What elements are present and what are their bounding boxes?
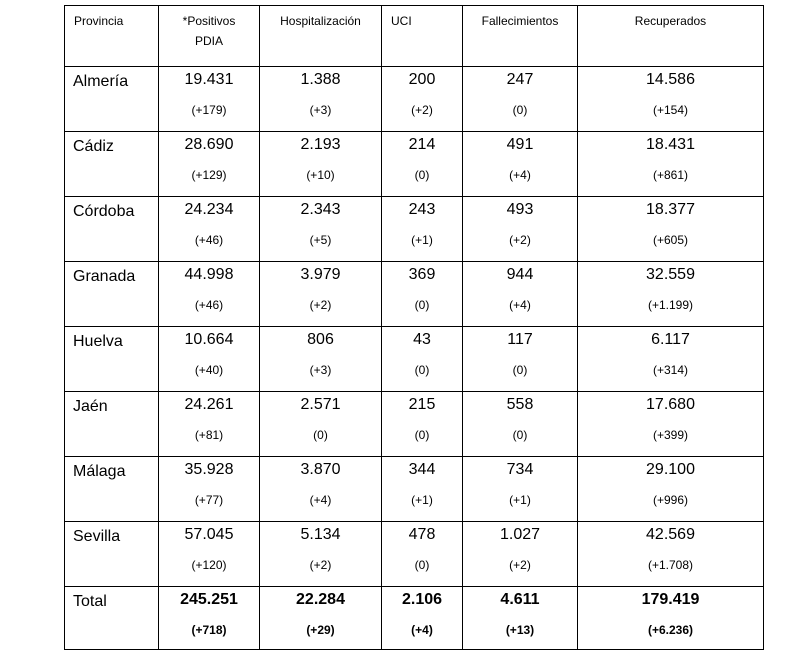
cell-hospitalizacion [260,132,382,197]
cell-recuperados [578,67,764,132]
cell-fallecimientos [463,587,578,650]
cell-uci [382,262,463,327]
recuperados-value: 29.100 [646,461,695,478]
uci-change: (0) [414,428,430,442]
cell-uci [382,197,463,262]
uci-change: (0) [414,298,430,312]
cell-fallecimientos [463,392,578,457]
cell-fallecimientos [463,262,578,327]
cell-hospitalizacion [260,262,382,327]
fallecimientos-value: 247 [506,71,534,88]
recuperados-value: 18.377 [646,201,695,218]
cell-recuperados [578,327,764,392]
cell-hospitalizacion [260,197,382,262]
positivos-value: 19.431 [184,71,234,88]
positivos-change: (+46) [194,233,224,247]
cell-uci [382,522,463,587]
uci-change: (+1) [411,493,433,507]
uci-change: (+1) [411,233,433,247]
hospitalizacion-value: 22.284 [296,591,345,608]
cell-hospitalizacion [260,522,382,587]
covid-province-table [64,5,764,650]
cell-fallecimientos [463,67,578,132]
cell-hospitalizacion [260,327,382,392]
positivos-change: (+120) [191,558,227,572]
cell-uci [382,587,463,650]
cell-fallecimientos [463,197,578,262]
uci-change: (0) [414,558,430,572]
fallecimientos-value: 558 [506,396,534,413]
cell-fallecimientos [463,522,578,587]
hospitalizacion-change: (+5) [309,233,332,247]
table-row [65,327,764,392]
header-provincia-label: Provincia [74,14,124,28]
uci-change: (0) [414,168,430,182]
recuperados-change: (+314) [652,363,689,377]
cell-provincia: Málaga [65,457,159,522]
fallecimientos-value: 944 [506,266,534,283]
recuperados-change: (+605) [652,233,689,247]
table-row [65,392,764,457]
table-row [65,457,764,522]
positivos-change: (+81) [194,428,224,442]
table-row [65,197,764,262]
cell-positivos [159,132,260,197]
cell-provincia: Huelva [65,327,159,392]
recuperados-change: (+154) [652,103,689,117]
hospitalizacion-value: 2.343 [300,201,341,218]
cell-uci [382,457,463,522]
cell-provincia: Cádiz [65,132,159,197]
uci-change: (+4) [411,623,433,637]
fallecimientos-change: (+2) [509,233,531,247]
recuperados-change: (+1.708) [647,558,694,572]
recuperados-change: (+996) [652,493,689,507]
cell-provincia: Córdoba [65,197,159,262]
fallecimientos-change: (+4) [509,298,531,312]
header-row [65,6,764,67]
header-recuperados-label: Recuperados [634,14,707,28]
uci-value: 214 [408,136,436,153]
hospitalizacion-value: 3.870 [300,461,341,478]
recuperados-change: (+1.199) [647,298,694,312]
fallecimientos-value: 117 [507,331,533,348]
cell-recuperados [578,392,764,457]
cell-provincia: Sevilla [65,522,159,587]
recuperados-change: (+6.236) [647,623,694,637]
cell-hospitalizacion [260,67,382,132]
cell-positivos [159,262,260,327]
positivos-value: 10.664 [184,331,234,348]
recuperados-value: 14.586 [646,71,695,88]
positivos-change: (+718) [191,623,227,637]
uci-value: 243 [408,201,436,218]
hospitalizacion-change: (+2) [309,298,332,312]
fallecimientos-value: 491 [506,136,534,153]
recuperados-value: 179.419 [641,591,700,608]
hospitalizacion-change: (+29) [306,623,335,637]
fallecimientos-change: (0) [512,363,528,377]
recuperados-value: 32.559 [646,266,695,283]
header-hospitalizacion-label: Hospitalización [280,14,361,28]
uci-value: 478 [408,526,436,543]
hospitalizacion-change: (+10) [306,168,335,182]
uci-value: 2.106 [401,591,443,608]
cell-fallecimientos [463,132,578,197]
positivos-value: 28.690 [184,136,234,153]
positivos-value: 57.045 [184,526,234,543]
hospitalizacion-value: 1.388 [300,71,341,88]
recuperados-change: (+399) [652,428,689,442]
cell-hospitalizacion [260,392,382,457]
positivos-value: 24.234 [184,201,234,218]
cell-uci [382,327,463,392]
cell-provincia: Jaén [65,392,159,457]
recuperados-change: (+861) [652,168,689,182]
fallecimientos-change: (0) [512,428,528,442]
recuperados-value: 42.569 [646,526,695,543]
hospitalizacion-value: 3.979 [300,266,341,283]
cell-uci [382,132,463,197]
positivos-change: (+46) [194,298,224,312]
positivos-value: 35.928 [184,461,234,478]
uci-value: 43 [413,331,431,348]
table-row [65,522,764,587]
header-uci [382,6,463,67]
cell-positivos [159,67,260,132]
hospitalizacion-change: (+2) [309,558,332,572]
fallecimientos-value: 4.611 [500,591,540,608]
table-row [65,262,764,327]
cell-uci [382,392,463,457]
table-row [65,132,764,197]
recuperados-value: 18.431 [646,136,695,153]
header-positivos [159,6,260,67]
fallecimientos-value: 1.027 [499,526,541,543]
cell-positivos [159,327,260,392]
positivos-change: (+129) [191,168,227,182]
positivos-change: (+40) [194,363,224,377]
hospitalizacion-change: (+3) [309,103,332,117]
hospitalizacion-value: 2.193 [300,136,341,153]
cell-hospitalizacion [260,457,382,522]
header-uci-label: UCI [391,14,412,28]
header-hospitalizacion [260,6,382,67]
header-positivos-sublabel: PDIA [194,34,223,48]
uci-value: 200 [408,71,436,88]
fallecimientos-change: (0) [512,103,528,117]
hospitalizacion-change: (+4) [309,493,332,507]
cell-positivos [159,522,260,587]
positivos-value: 44.998 [184,266,234,283]
positivos-change: (+179) [191,103,227,117]
header-recuperados [578,6,764,67]
cell-recuperados [578,197,764,262]
cell-fallecimientos [463,327,578,392]
recuperados-value: 17.680 [646,396,695,413]
recuperados-value: 6.117 [651,331,690,348]
fallecimientos-change: (+2) [509,558,531,572]
cell-provincia: Granada [65,262,159,327]
hospitalizacion-value: 806 [307,331,334,348]
uci-change: (0) [414,363,430,377]
uci-value: 369 [408,266,436,283]
hospitalizacion-change: (0) [313,428,328,442]
fallecimientos-value: 734 [506,461,534,478]
positivos-value: 24.261 [184,396,234,413]
uci-value: 344 [408,461,436,478]
hospitalizacion-change: (+3) [309,363,332,377]
hospitalizacion-value: 2.571 [300,396,341,413]
total-row [65,587,764,650]
cell-recuperados [578,522,764,587]
fallecimientos-change: (+4) [509,168,531,182]
cell-positivos [159,392,260,457]
header-fallecimientos-label: Fallecimientos [481,14,559,28]
positivos-value: 245.251 [180,591,238,608]
cell-positivos [159,587,260,650]
hospitalizacion-value: 5.134 [300,526,341,543]
uci-value: 215 [408,396,436,413]
cell-provincia: Almería [65,67,159,132]
uci-change: (+2) [411,103,433,117]
cell-recuperados [578,262,764,327]
cell-recuperados [578,132,764,197]
fallecimientos-value: 493 [506,201,534,218]
header-fallecimientos [463,6,578,67]
positivos-change: (+77) [194,493,224,507]
header-provincia [65,6,159,67]
fallecimientos-change: (+1) [509,493,531,507]
cell-positivos [159,457,260,522]
cell-fallecimientos [463,457,578,522]
table-row [65,67,764,132]
cell-positivos [159,197,260,262]
fallecimientos-change: (+13) [505,623,535,637]
cell-recuperados [578,587,764,650]
header-positivos-label: *Positivos [182,14,236,28]
cell-recuperados [578,457,764,522]
cell-uci [382,67,463,132]
cell-provincia: Total [65,587,159,650]
cell-hospitalizacion [260,587,382,650]
